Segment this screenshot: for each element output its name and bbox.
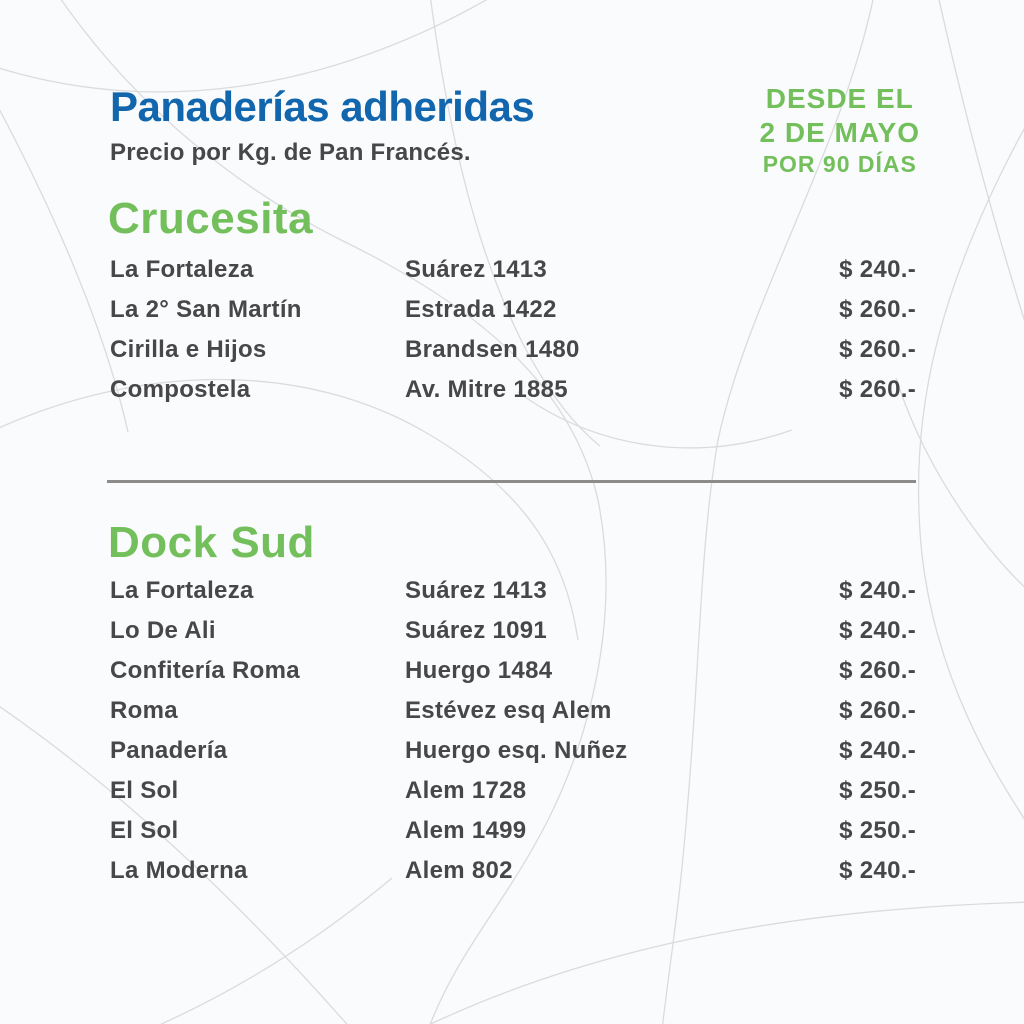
bakery-address: Huergo 1484: [405, 657, 553, 684]
bakery-name: La Fortaleza: [110, 256, 254, 283]
section-divider: [107, 480, 916, 483]
bakery-name: El Sol: [110, 817, 179, 844]
bakery-name: La 2° San Martín: [110, 296, 302, 323]
table-row: [110, 290, 916, 330]
bakery-name: Cirilla e Hijos: [110, 336, 267, 363]
table-row: [110, 691, 916, 731]
table-row: [110, 811, 916, 851]
bakery-address: Suárez 1413: [405, 256, 548, 283]
bakery-price: $ 240.-: [839, 857, 916, 884]
table-row: [110, 250, 916, 290]
bakery-address: Alem 1499: [405, 817, 527, 844]
bakery-price: $ 240.-: [839, 617, 916, 644]
bakery-name: El Sol: [110, 777, 179, 804]
bakery-price: $ 250.-: [839, 817, 916, 844]
bakery-price: $ 260.-: [839, 697, 916, 724]
promo-line-3: POR 90 DÍAS: [762, 151, 917, 177]
bakery-list-dock-sud: [110, 571, 916, 891]
bakery-address: Brandsen 1480: [405, 336, 580, 363]
section-heading-dock-sud: Dock Sud: [108, 518, 315, 567]
bakery-address: Alem 1728: [405, 777, 527, 804]
bakery-price: $ 260.-: [839, 336, 916, 363]
bakery-name: La Fortaleza: [110, 577, 254, 604]
page-title: Panaderías adheridas: [110, 83, 535, 130]
bakery-address: Huergo esq. Nuñez: [405, 737, 628, 764]
table-row: [110, 370, 916, 410]
table-row: [110, 571, 916, 611]
promo-dates: [760, 82, 920, 178]
bakery-list-crucesita: [110, 250, 916, 410]
bakery-price: $ 260.-: [839, 296, 916, 323]
bakery-name: Panadería: [110, 737, 228, 764]
bakery-price: $ 260.-: [839, 376, 916, 403]
bakery-name: Roma: [110, 697, 178, 724]
bakery-name: Lo De Ali: [110, 617, 216, 644]
bakery-address: Suárez 1413: [405, 577, 548, 604]
bakery-address: Estrada 1422: [405, 296, 557, 323]
section-heading-crucesita: Crucesita: [108, 194, 314, 243]
bakery-price: $ 240.-: [839, 737, 916, 764]
bakery-address: Av. Mitre 1885: [405, 376, 568, 403]
bakery-price: $ 260.-: [839, 657, 916, 684]
table-row: [110, 731, 916, 771]
bakery-price: $ 250.-: [839, 777, 916, 804]
bakery-name: La Moderna: [110, 857, 248, 884]
table-row: [110, 651, 916, 691]
bakery-name: Confitería Roma: [110, 657, 300, 684]
bakery-address: Estévez esq Alem: [405, 697, 612, 724]
bakery-price: $ 240.-: [839, 256, 916, 283]
bakery-name: Compostela: [110, 376, 251, 403]
table-row: [110, 330, 916, 370]
bakery-address: Suárez 1091: [405, 617, 548, 644]
promo-line-1: DESDE EL: [765, 83, 914, 114]
table-row: [110, 611, 916, 651]
promo-line-2: 2 DE MAYO: [759, 117, 920, 148]
page-subtitle: Precio por Kg. de Pan Francés.: [110, 139, 471, 166]
bakery-price: $ 240.-: [839, 577, 916, 604]
bakery-address: Alem 802: [405, 857, 513, 884]
table-row: [110, 771, 916, 811]
table-row: [110, 851, 916, 891]
